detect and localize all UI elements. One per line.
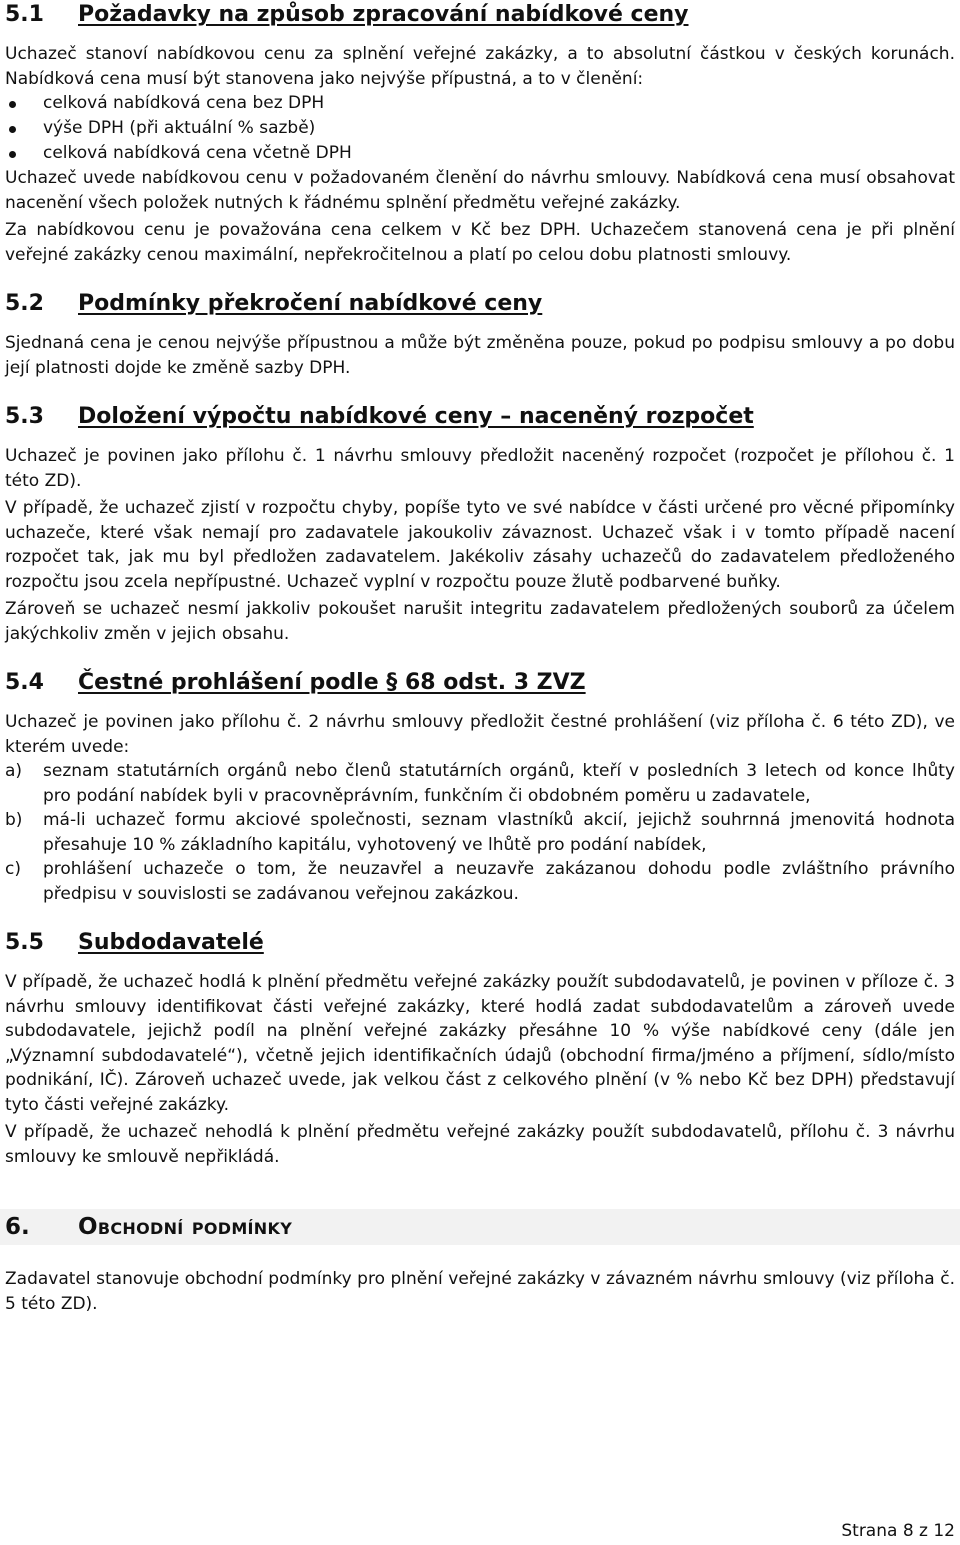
bullet-icon: [9, 126, 16, 133]
chapter-title: Obchodní podmínky: [78, 1214, 293, 1240]
section-number: 5.4: [5, 670, 44, 695]
section-number: 5.5: [5, 930, 44, 955]
list-item: c) prohlášení uchazeče o tom, že neuzavřel a neuzavře zakázanou dohodu podle zvláštního právního předpisu v souvislosti se zadávanou veřejnou zakázkou.: [5, 859, 955, 904]
paragraph: V případě, že uchazeč nehodlá k plnění předmětu veřejné zakázky použít subdodavatelů, přílohu č. 3 návrhu smlouvy ke smlouvě nepřikládá.: [5, 1122, 955, 1167]
paragraph: Za nabídkovou cenu je považována cena celkem v Kč bez DPH. Uchazečem stanovená cena je při plnění veřejné zakázky cenou maximální, nepřekročitelnou a platí po celou dobu platnosti smlouvy.: [5, 220, 955, 265]
paragraph: Zadavatel stanovuje obchodní podmínky pro plnění veřejné zakázky v závazném návrhu smlouvy (viz příloha č. 5 této ZD).: [5, 1269, 955, 1314]
page-number: Strana 8 z 12: [841, 1521, 955, 1541]
paragraph: Sjednaná cena je cenou nejvýše přípustnou a může být změněna pouze, pokud po podpisu smlouvy a po dobu její platnosti dojde ke změně sazby DPH.: [5, 333, 955, 378]
section-title: Doložení výpočtu nabídkové ceny – naceněný rozpočet: [78, 404, 754, 429]
paragraph: Uchazeč je povinen jako přílohu č. 2 návrhu smlouvy předložit čestné prohlášení (viz příloha č. 6 této ZD), ve kterém uvede:: [5, 712, 955, 757]
section-heading-5-5: [5, 928, 955, 958]
section-heading-5-2: [5, 289, 955, 319]
list-item: celková nabídková cena bez DPH: [5, 91, 955, 116]
lettered-list: [5, 759, 955, 906]
section-title: Subdodavatelé: [78, 930, 264, 955]
section-title: Podmínky překročení nabídkové ceny: [78, 291, 543, 316]
paragraph: V případě, že uchazeč hodlá k plnění předmětu veřejné zakázky použít subdodavatelů, je povinen v příloze č. 3 návrhu smlouvy identifikovat části veřejné zakázky, které hodlá zadat subdodavatelům a zároveň uvede subdodavatele, jejichž podíl na plnění veřejné zakázky přesáhne 10 % výše nabídkové ceny (dále jen „Významní subdodavatelé“), včetně jejich identifikačních údajů (obchodní firma/jméno a příjmení, sídlo/místo podnikání, IČ). Zároveň uchazeč uvede, jak velkou část z celkového plnění (v % nebo Kč bez DPH) představují tyto části veřejné zakázky.: [5, 972, 955, 1115]
section-number: 5.2: [5, 291, 44, 316]
list-item: b) má-li uchazeč formu akciové společnosti, seznam vlastníků akcií, jejichž souhrnná jmenovitá hodnota přesahuje 10 % základního kapitálu, vyhotovený ve lhůtě pro podání nabídek,: [5, 810, 955, 855]
list-item: celková nabídková cena včetně DPH: [5, 141, 955, 166]
bullet-list: [5, 91, 955, 166]
section-number: 5.1: [5, 2, 44, 27]
list-marker: c): [5, 859, 21, 879]
paragraph: V případě, že uchazeč zjistí v rozpočtu chyby, popíše tyto ve své nabídce v části určené pro věcné připomínky uchazeče, které však nemají pro zadavatele jakoukoliv závaznost. Uchazeč však i v tomto případě nacení rozpočet tak, jak mu byl předložen zadavatelem. Jakékoliv zásahy uchazečů do zadavatelem předloženého rozpočtu jsou zcela nepřípustné. Uchazeč vyplní v rozpočtu pouze žlutě podbarvené buňky.: [5, 498, 955, 592]
section-heading-5-4: [5, 668, 955, 698]
list-item: a) seznam statutárních orgánů nebo členů statutárních orgánů, kteří v posledních 3 letech od konce lhůty pro podání nabídek byli v pracovněprávním, funkčním či obdobném poměru u zadavatele,: [5, 761, 955, 806]
section-heading-5-1: [5, 0, 955, 30]
paragraph: Uchazeč uvede nabídkovou cenu v požadovaném členění do návrhu smlouvy. Nabídková cena musí obsahovat nacenění všech položek nutných k řádnému splnění předmětu veřejné zakázky.: [5, 168, 955, 213]
list-item: výše DPH (při aktuální % sazbě): [5, 116, 955, 141]
paragraph: Uchazeč je povinen jako přílohu č. 1 návrhu smlouvy předložit naceněný rozpočet (rozpočet je přílohou č. 1 této ZD).: [5, 446, 955, 491]
list-marker: b): [5, 810, 23, 830]
chapter-heading-6: [0, 1209, 960, 1245]
section-title: Čestné prohlášení podle § 68 odst. 3 ZVZ: [78, 670, 586, 695]
chapter-number: 6.: [5, 1214, 30, 1240]
list-marker: a): [5, 761, 23, 781]
paragraph: Zároveň se uchazeč nesmí jakkoliv pokoušet narušit integritu zadavatelem předložených souborů za účelem jakýchkoliv změn v jejich obsahu.: [5, 599, 955, 644]
paragraph: Uchazeč stanoví nabídkovou cenu za splnění veřejné zakázky, a to absolutní částkou v českých korunách. Nabídková cena musí být stanovena jako nejvýše přípustná, a to v členění:: [5, 44, 955, 89]
bullet-icon: [9, 101, 16, 108]
bullet-icon: [9, 151, 16, 158]
section-title: Požadavky na způsob zpracování nabídkové ceny: [78, 2, 689, 27]
section-heading-5-3: [5, 402, 955, 432]
section-number: 5.3: [5, 404, 44, 429]
